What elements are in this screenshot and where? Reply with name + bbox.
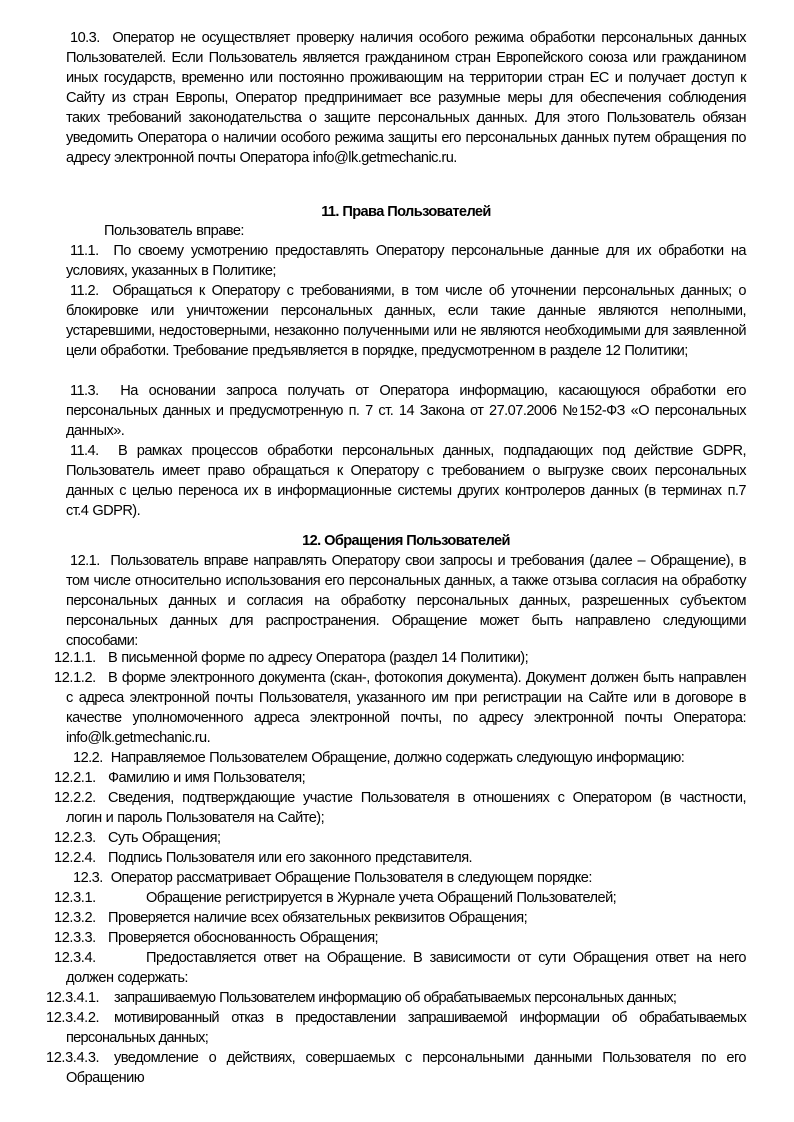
clause-number: 12.3.4.3. [46,1050,100,1066]
clause-text: Подпись Пользователя или его законного представителя. [108,850,473,866]
clause-12-2 [66,748,746,768]
clause-number: 11.3. [70,383,99,399]
clause-12-3-4-3 [46,1048,746,1088]
clause-12-2-4 [54,848,746,868]
clause-number: 12.2.1. [54,770,96,786]
clause-number: 12.3.3. [54,930,96,946]
clause-text: Проверяется наличие всех обязательных реквизитов Обращения; [108,910,528,926]
section-11-intro: Пользователь вправе: [104,223,244,239]
section-12-heading: 12. Обращения Пользователей [302,533,510,549]
clause-number: 12.3.4.1. [46,990,100,1006]
clause-text: По своему усмотрению предоставлять Оператору персональные данные для их обработки на условиях, указанных в Политике; [66,243,746,279]
clause-11-1 [66,241,746,281]
clause-12-3-4-1 [46,988,746,1008]
clause-text: Направляемое Пользователем Обращение, должно содержать следующую информацию: [110,750,685,766]
clause-12-1-2 [54,668,746,748]
section-11-heading: 11. Права Пользователей [321,204,491,220]
clause-text: На основании запроса получать от Оператора информацию, касающуюся обработки его персональных данных и предусмотренную п. 7 ст. 14 Закона от 27.07.2006 №152-ФЗ «О персональных данных». [66,383,746,439]
clause-text: В форме электронного документа (скан-, фотокопия документа). Документ должен быть направлен с адреса электронной почты Пользователя, указанного им при регистрации на Сайте или в договоре в качестве уполномоченного адреса электронной почты, по адресу электронной почты Оператора: info@lk.getmechanic.ru. [66,670,746,746]
clause-text: Пользователь вправе направлять Оператору свои запросы и требования (далее – Обращение), в том числе относительно использования его персональных данных, а также отзыва согласия на обработку персональных данных и согласия на обработку персональных данных, разрешенных субъектом персональных данных для распространения. Обращение может быть направлено следующими способами: [66,553,746,649]
clause-number: 12.3.4.2. [46,1010,100,1026]
clause-number: 12.3.1. [54,890,96,906]
clause-12-1-1 [54,648,746,668]
clause-12-3-1 [54,888,746,908]
clause-number: 10.3. [70,30,100,46]
clause-text: мотивированный отказ в предоставлении запрашиваемой информации об обрабатываемых персональных данных; [66,1010,746,1046]
clause-number: 12.2.2. [54,790,96,806]
clause-12-1 [66,551,746,651]
clause-number: 12.2.4. [54,850,96,866]
clause-number: 12.3.4. [54,950,96,966]
clause-11-4 [66,441,746,521]
clause-number: 12.3.2. [54,910,96,926]
clause-12-2-3 [54,828,746,848]
clause-11-2 [66,281,746,361]
clause-number: 12.1.1. [54,650,96,666]
clause-12-3-3 [54,928,746,948]
clause-number: 12.2.3. [54,830,96,846]
clause-12-3-4-2 [46,1008,746,1048]
clause-11-3 [66,381,746,441]
clause-text: Проверяется обоснованность Обращения; [108,930,379,946]
clause-number: 12.2. [73,750,103,766]
clause-text: В рамках процессов обработки персональных данных, подпадающих под действие GDPR, Пользователь имеет право обращаться к Оператору с требованием о выгрузке своих персональных данных с целью переноса их в информационные системы других контролеров данных (в терминах п.7 ст.4 GDPR). [66,443,746,519]
clause-number: 11.4. [70,443,99,459]
clause-12-3 [66,868,746,888]
clause-text: запрашиваемую Пользователем информацию об обрабатываемых персональных данных; [114,990,677,1006]
clause-12-2-2 [54,788,746,828]
clause-text: Обращаться к Оператору с требованиями, в том числе об уточнении персональных данных; о блокировке или уничтожении персональных данных, если такие данные являются неполными, устаревшими, недостоверными, незаконно полученными или не являются необходимыми для заявленной цели обработки. Требование предъявляется в порядке, предусмотренном в разделе 12 Политики; [66,283,746,359]
clause-12-3-4 [54,948,746,988]
clause-12-2-1 [54,768,746,788]
clause-text: уведомление о действиях, совершаемых с персональными данными Пользователя по его Обращению [66,1050,746,1086]
clause-text: Оператор не осуществляет проверку наличия особого режима обработки персональных данных Пользователей. Если Пользователь является гражданином стран Европейского союза или гражданином иных государств, временно или постоянно проживающим на территории стран ЕС и получает доступ к Сайту из стран Европы, Оператор предпринимает все разумные меры для обеспечения соблюдения таких требований законодательства о защите персональных данных. Для этого Пользователь обязан уведомить Оператора о наличии особого режима защиты его персональных данных путем обращения по адресу электронной почты Оператора info@lk.getmechanic.ru. [66,30,746,166]
clause-text: Предоставляется ответ на Обращение. В зависимости от сути Обращения ответ на него должен содержать: [66,950,746,986]
clause-text: В письменной форме по адресу Оператора (раздел 14 Политики); [108,650,529,666]
clause-text: Оператор рассматривает Обращение Пользователя в следующем порядке: [110,870,592,886]
clause-number: 11.2. [70,283,99,299]
clause-text: Обращение регистрируется в Журнале учета Обращений Пользователей; [146,890,617,906]
clause-text: Суть Обращения; [108,830,221,846]
clause-12-3-2 [54,908,746,928]
paragraph-10-3 [66,28,746,168]
clause-number: 12.1. [70,553,100,569]
clause-text: Сведения, подтверждающие участие Пользователя в отношениях с Оператором (в частности, логин и пароль Пользователя на Сайте); [66,790,746,826]
clause-number: 11.1. [70,243,99,259]
clause-text: Фамилию и имя Пользователя; [108,770,306,786]
clause-number: 12.1.2. [54,670,96,686]
clause-number: 12.3. [73,870,103,886]
